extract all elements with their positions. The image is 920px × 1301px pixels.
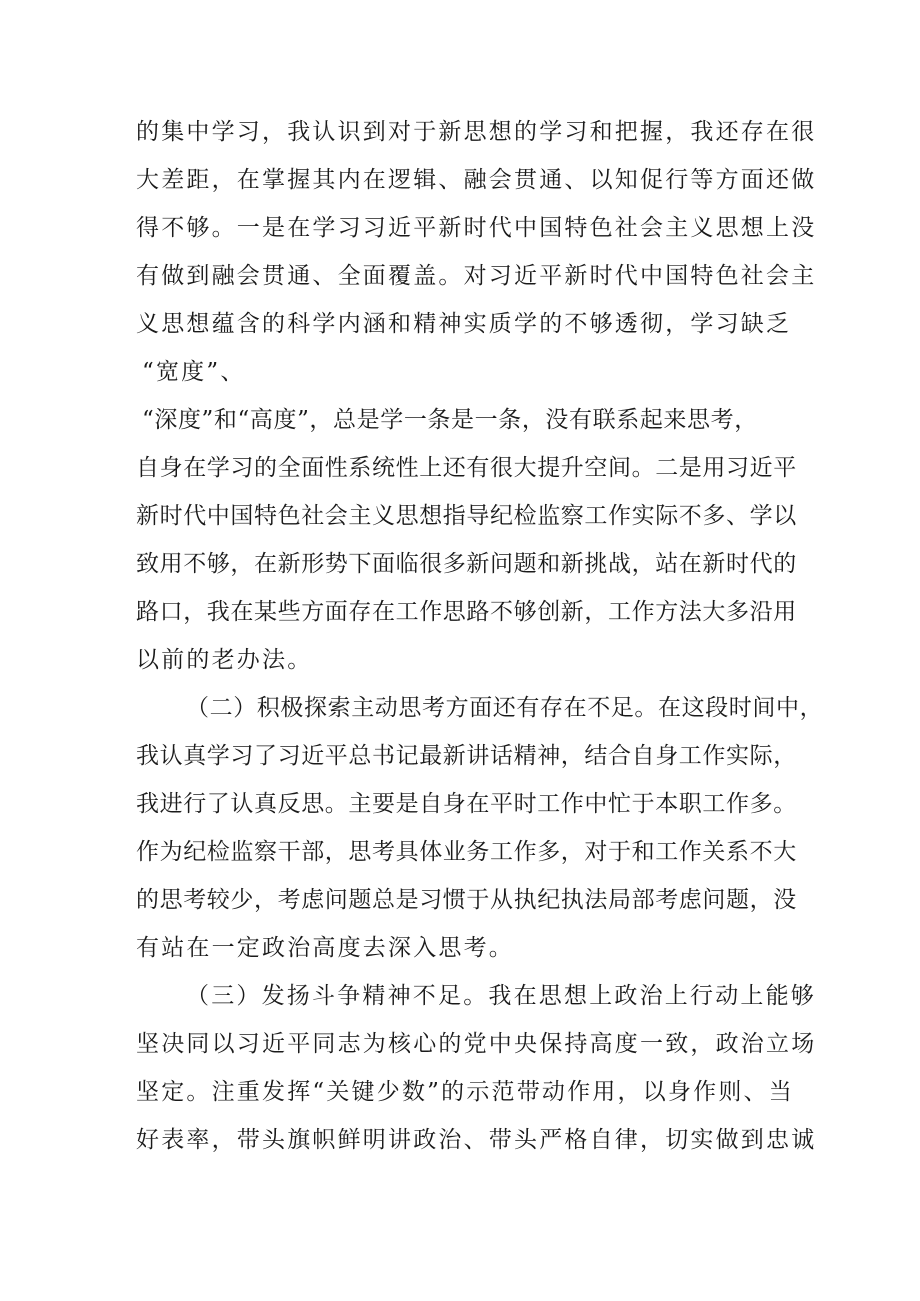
text-line: 作为纪检监察干部，思考具体业务工作多，对于和工作关系不大 <box>136 839 797 865</box>
text-line: 我认真学习了习近平总书记最新讲话精神，结合自身工作实际， <box>136 743 797 769</box>
text-line: 好表率，带头旗帜鲜明讲政治、带头严格自律，切实做到忠诚 <box>136 1127 817 1153</box>
text-line: 大差距，在掌握其内在逻辑、融会贯通、以知促行等方面还做 <box>136 167 817 193</box>
text-line: 义思想蕴含的科学内涵和精神实质学的不够透彻，学习缺乏 <box>136 311 792 337</box>
text-line: 我进行了认真反思。主要是自身在平时工作中忙于本职工作多。 <box>136 791 797 817</box>
paragraph-heading-2: （二）积极探索主动思考方面还有存在不足。在这段时间中， <box>186 695 824 721</box>
text-line: 以前的老办法。 <box>136 647 313 673</box>
text-line: 坚决同以习近平同志为核心的党中央保持高度一致，政治立场 <box>136 1031 817 1057</box>
text-line: 路口，我在某些方面存在工作思路不够创新，工作方法大多沿用 <box>136 599 797 625</box>
text-line: 得不够。一是在学习习近平新时代中国特色社会主义思想上没 <box>136 215 817 241</box>
text-line: 新时代中国特色社会主义思想指导纪检监察工作实际不多、学以 <box>136 503 797 529</box>
text-line: 有站在一定政治高度去深入思考。 <box>136 935 514 961</box>
text-line: 致用不够，在新形势下面临很多新问题和新挑战，站在新时代的 <box>136 551 797 577</box>
text-line: 有做到融会贯通、全面覆盖。对习近平新时代中国特色社会主 <box>136 263 817 289</box>
text-line: 的思考较少，考虑问题总是习惯于从执纪执法局部考虑问题，没 <box>136 887 797 913</box>
text-line: 的集中学习，我认识到对于新思想的学习和把握，我还存在很 <box>136 119 817 145</box>
paragraph-heading-3: （三）发扬斗争精神不足。我在思想上政治上行动上能够 <box>186 983 816 1009</box>
text-line: 坚定。注重发挥“关键少数”的示范带动作用，以身作则、当 <box>136 1079 794 1105</box>
text-line: “宽度”、 <box>142 359 246 385</box>
text-line: 自身在学习的全面性系统性上还有很大提升空间。二是用习近平 <box>136 455 797 481</box>
text-line: “深度”和“高度”，总是学一条是一条，没有联系起来思考， <box>142 407 758 433</box>
